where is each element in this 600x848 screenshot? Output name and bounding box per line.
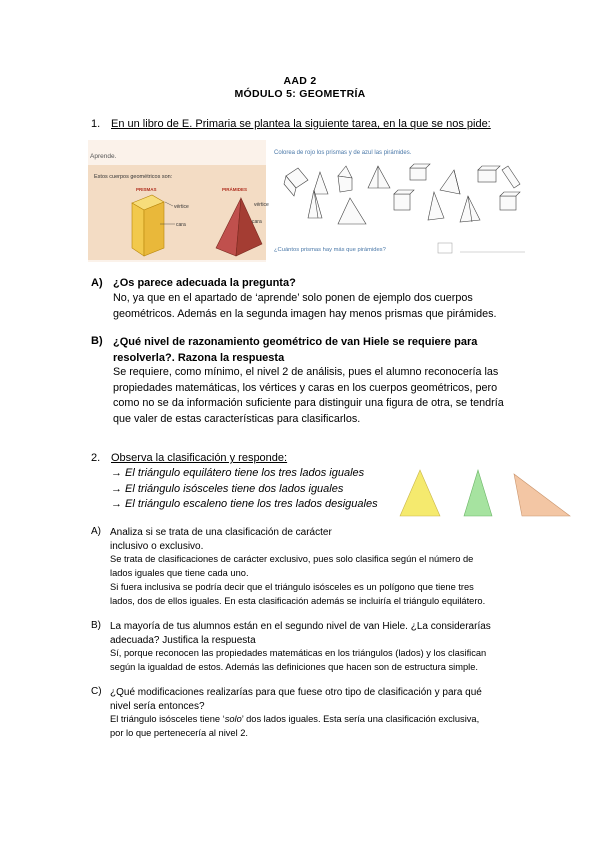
s2-c-question-line: ¿Qué modificaciones realizarías para que fuese otro tipo de clasificación y para qué	[110, 687, 482, 698]
s2-a-answer-line: lados, dos de ellos iguales. En esta clasificación además se incluiría el triángulo equilátero.	[110, 596, 486, 606]
s1-b-answer-line: Se requiere, como mínimo, el nivel 2 de análisis, pues el alumno reconocería las	[113, 366, 499, 378]
s2-b-answer-line: según la igualdad de estos. Además las definiciones que hacen son de estructura simple.	[110, 662, 478, 672]
equilateral-triangle	[400, 470, 440, 516]
aprende-label: Aprende.	[90, 153, 117, 160]
s1-a-label: A)	[91, 277, 103, 289]
s1-a-answer	[113, 291, 497, 322]
s1-a-answer-line: geométricos. Además en la segunda imagen hay menos prismas que pirámides.	[113, 307, 497, 320]
section1-heading: En un libro de E. Primaria se plantea la siguiente tarea, en la que se nos pide:	[111, 118, 491, 130]
pyramid-vertice-label: vértice	[254, 202, 269, 208]
s2-c-answer	[110, 712, 479, 740]
s1-a-question: ¿Os parece adecuada la pregunta?	[113, 277, 296, 289]
pyramid-cara-label: cara	[252, 219, 262, 225]
prism-cara-label: cara	[176, 222, 186, 228]
scalene-triangle	[514, 474, 570, 516]
s2-c-question-line: nivel sería entonces?	[110, 701, 205, 712]
classification-item: → El triángulo equilátero tiene los tres lados iguales	[111, 467, 365, 479]
right-question: ¿Cuántos prismas hay más que pirámides?	[274, 247, 386, 253]
s2-c-answer-line: por lo que pertenecería al nivel 2.	[110, 728, 248, 738]
s2-a-question-line: Analiza si se trata de una clasificación de carácter	[110, 527, 332, 538]
s1-b-question	[113, 335, 477, 366]
s2-a-question-line: inclusivo o exclusivo.	[110, 541, 204, 552]
textbook-figure	[88, 140, 525, 262]
s2-b-question	[110, 620, 491, 648]
s1-a-answer-line: No, ya que en el apartado de ‘aprende’ solo ponen de ejemplo dos cuerpos	[113, 292, 473, 304]
s1-b-answer-line: propiedades matemáticas, los vértices y caras en los cuerpos geométricos, pero	[113, 381, 498, 394]
section2-number: 2.	[91, 452, 101, 464]
section1-number: 1.	[91, 118, 101, 130]
page-subtitle: MÓDULO 5: GEOMETRÍA	[234, 88, 366, 100]
s2-a-answer-line: lados iguales que tiene cada uno.	[110, 568, 249, 578]
s2-b-question-line: La mayoría de tus alumnos están en el segundo nivel de van Hiele. ¿La considerarías	[110, 621, 491, 632]
s1-b-answer	[113, 365, 504, 427]
right-instruction: Colorea de rojo los prismas y de azul las pirámides.	[274, 150, 412, 156]
s1-b-label: B)	[91, 335, 103, 347]
s2-c-answer-post: ’ dos lados iguales. Esta sería una clasificación exclusiva,	[241, 714, 480, 724]
answer-box	[438, 243, 452, 253]
s2-a-label: A)	[91, 526, 101, 537]
s2-c-label: C)	[91, 686, 102, 697]
s2-c-answer-line	[110, 712, 479, 726]
classification-item: → El triángulo isósceles tiene dos lados iguales	[111, 482, 344, 495]
s1-b-question-line: resolverla?. Razona la respuesta	[113, 351, 285, 364]
classification-list	[111, 466, 378, 513]
s2-c-answer-emphasis: solo	[224, 714, 242, 724]
pyramid-label: PIRÁMIDES	[222, 187, 248, 192]
prism-drawing	[132, 195, 164, 256]
s2-c-question	[110, 686, 482, 714]
aprende-box-text: Estos cuerpos geométricos son:	[94, 174, 173, 180]
page-title: AAD 2	[283, 75, 317, 87]
classification-item: → El triángulo escaleno tiene los tres lados desiguales	[111, 498, 378, 510]
prism-label: PRISMAS	[136, 187, 157, 192]
s2-a-question	[110, 526, 332, 554]
isosceles-triangle	[464, 470, 492, 516]
s2-a-answer-line: Si fuera inclusiva se podría decir que el triángulo isósceles es un polígono que tiene tres	[110, 582, 474, 592]
s1-b-answer-line: que valer de estas características para clasificarlos.	[113, 412, 361, 425]
s2-c-answer-pre: El triángulo isósceles tiene ‘	[110, 714, 225, 724]
s2-a-answer-line: Se trata de clasificaciones de carácter exclusivo, pues solo clasifica según el número de	[110, 554, 474, 564]
s2-a-answer	[110, 552, 485, 608]
s2-b-question-line: adecuada? Justifica la respuesta	[110, 635, 256, 646]
triangles-figure	[398, 466, 574, 518]
s2-b-answer	[110, 646, 486, 674]
s1-b-answer-line: como no se da información suficiente para distinguir una figura de otra, se tendría	[113, 397, 504, 409]
s1-b-question-line: ¿Qué nivel de razonamiento geométrico de van Hiele se requiere para	[113, 336, 478, 348]
prism-vertice-label: vértice	[174, 204, 189, 210]
s2-b-answer-line: Sí, porque reconocen las propiedades matemáticas en los triángulos (lados) y los clasifican	[110, 648, 487, 658]
section2-heading: Observa la clasificación y responde:	[111, 452, 288, 464]
s2-b-label: B)	[91, 620, 101, 631]
solids-collection	[284, 164, 520, 224]
